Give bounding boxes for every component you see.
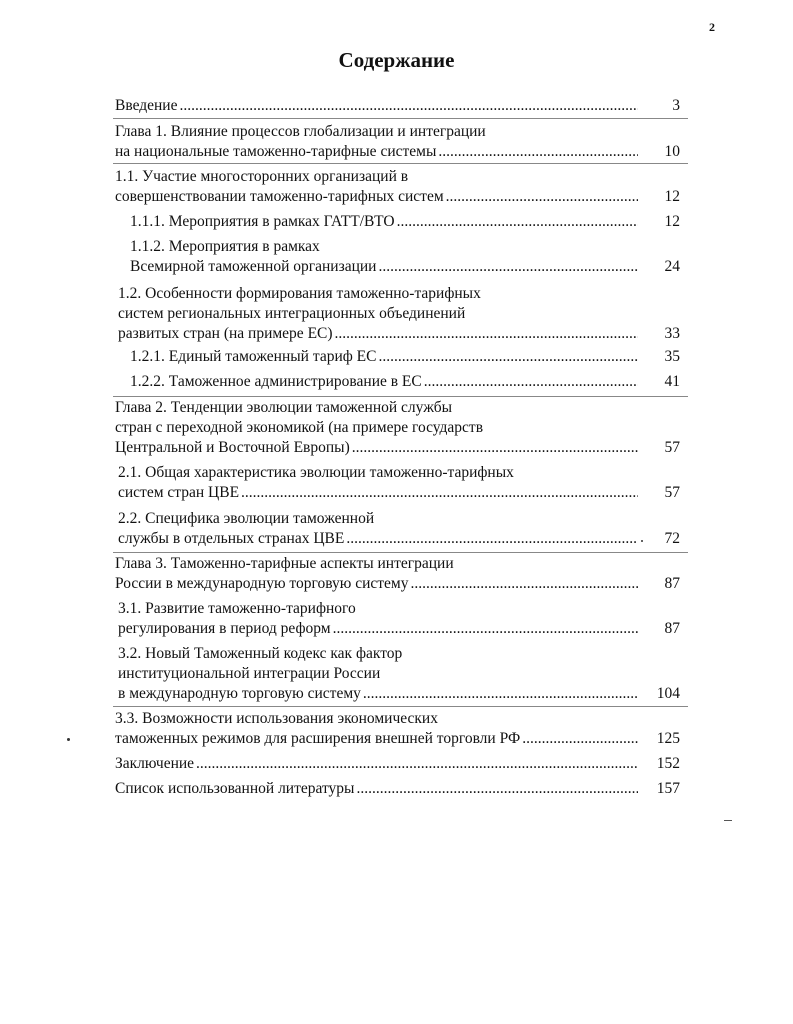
toc-page-number: 35 [664,348,680,365]
toc-entry-line: систем региональных интеграционных объединений [118,305,466,322]
toc-entry-label: систем стран ЦВЕ [118,484,240,501]
toc-entry-section-3-3[interactable] [115,709,680,749]
toc-divider [113,163,688,164]
toc-entry-bibliography[interactable] [115,779,680,799]
toc-entry-label: Всемирной таможенной организации [130,258,377,275]
dot-leader [378,257,638,277]
toc-entry-section-1-2-1[interactable] [130,347,680,367]
toc-entry-label: на национальные таможенно-тарифные системы [115,143,437,160]
dot-leader [356,779,638,799]
toc-entry-section-1-2[interactable] [118,284,680,344]
dot-leader [438,142,638,162]
toc-entry-line: стран с переходной экономикой (на примере государств [115,419,484,436]
toc-entry-label: совершенствовании таможенно-тарифных систем [115,188,444,205]
toc-entry-label: Заключение [115,755,195,772]
dot-leader [241,483,638,503]
toc-entry-label: регулирования в период реформ [118,620,331,637]
dot-leader [363,684,638,704]
toc-entry-chapter-1[interactable] [115,122,680,162]
toc-entry-introduction[interactable] [115,96,680,116]
toc-entry-section-1-1-2[interactable] [130,237,680,277]
toc-entry-line: 3.2. Новый Таможенный кодекс как фактор [118,645,403,662]
toc-page-number: 33 [664,325,680,342]
dot-leader [333,619,638,639]
toc-entry-label: 1.1.1. Мероприятия в рамках ГАТТ/ВТО [130,213,395,230]
toc-entry-line: институциональной интеграции России [118,665,381,682]
toc-page-number: 3 [672,97,680,114]
dot-leader [424,372,638,392]
toc-entry-line: 1.2. Особенности формирования таможенно-тарифных [118,285,481,302]
toc-entry-label: в международную торговую систему [118,685,361,702]
scan-mark [724,820,732,821]
toc-page-number: 72 [664,530,680,547]
toc-page-number: 24 [664,258,680,275]
toc-page-number: 10 [664,143,680,160]
toc-divider [113,396,688,397]
toc-entry-label: Введение [115,97,178,114]
toc-entry-label: Список использованной литературы [115,780,355,797]
toc-page-number: 152 [656,755,680,772]
toc-entry-section-3-2[interactable] [118,644,680,704]
toc-entry-line: 1.1.2. Мероприятия в рамках [130,238,320,255]
toc-entry-label: развитых стран (на примере ЕС) [118,325,333,342]
toc-entry-label: таможенных режимов для расширения внешней торговли РФ [115,730,521,747]
toc-divider [113,706,688,707]
toc-page-number: 104 [656,685,680,702]
dot-leader [335,324,638,344]
scan-speck [67,738,70,741]
page-title: Содержание [338,48,455,72]
dot-leader [411,574,639,594]
toc-entry-line: 3.3. Возможности использования экономических [115,710,438,727]
dot-leader [179,96,638,116]
toc-entry-line: 1.1. Участие многосторонних организаций в [115,168,409,185]
scan-speck [641,540,643,542]
toc-entry-line: 2.2. Специфика эволюции таможенной [118,510,375,527]
toc-entry-label: службы в отдельных странах ЦВЕ [118,530,345,547]
toc-entry-label: 1.2.2. Таможенное администрирование в ЕС [130,373,422,390]
toc-entry-section-1-1[interactable] [115,167,680,207]
dot-leader [352,438,638,458]
toc-entry-label: России в международную торговую систему [115,575,409,592]
dot-leader [378,347,638,367]
toc-entry-label: 1.2.1. Единый таможенный тариф ЕС [130,348,377,365]
toc-page-number: 57 [664,439,680,456]
toc-page-number: 57 [664,484,680,501]
toc-divider [113,118,688,119]
toc-page-number: 87 [664,575,680,592]
toc-entry-line: Глава 1. Влияние процессов глобализации и интеграции [115,123,486,140]
dot-leader [346,529,638,549]
toc-entry-line: Глава 2. Тенденции эволюции таможенной службы [115,399,453,416]
page-number: 2 [709,20,715,34]
toc-entry-section-2-1[interactable] [118,463,680,503]
toc-page-number: 12 [664,213,680,230]
toc-entry-chapter-3[interactable] [115,554,680,594]
toc-entry-line: 2.1. Общая характеристика эволюции таможенно-тарифных [118,464,514,481]
dot-leader [446,187,638,207]
dot-leader [196,754,638,774]
toc-entry-section-1-1-1[interactable] [130,212,680,232]
toc-entry-line: Глава 3. Таможенно-тарифные аспекты интеграции [115,555,454,572]
toc-entry-line: 3.1. Развитие таможенно-тарифного [118,600,356,617]
toc-page-number: 157 [656,780,680,797]
toc-page-number: 41 [664,373,680,390]
toc-entry-label: Центральной и Восточной Европы) [115,439,350,456]
toc-entry-section-1-2-2[interactable] [130,372,680,392]
toc-entry-chapter-2[interactable] [115,398,680,458]
toc-entry-conclusion[interactable] [115,754,680,774]
toc-divider [113,552,688,553]
toc-entry-section-2-2[interactable] [118,509,680,549]
dot-leader [397,212,638,232]
toc-page-number: 87 [664,620,680,637]
dot-leader [522,729,638,749]
toc-page-number: 12 [664,188,680,205]
toc-page-number: 125 [656,730,680,747]
toc-entry-section-3-1[interactable] [118,599,680,639]
